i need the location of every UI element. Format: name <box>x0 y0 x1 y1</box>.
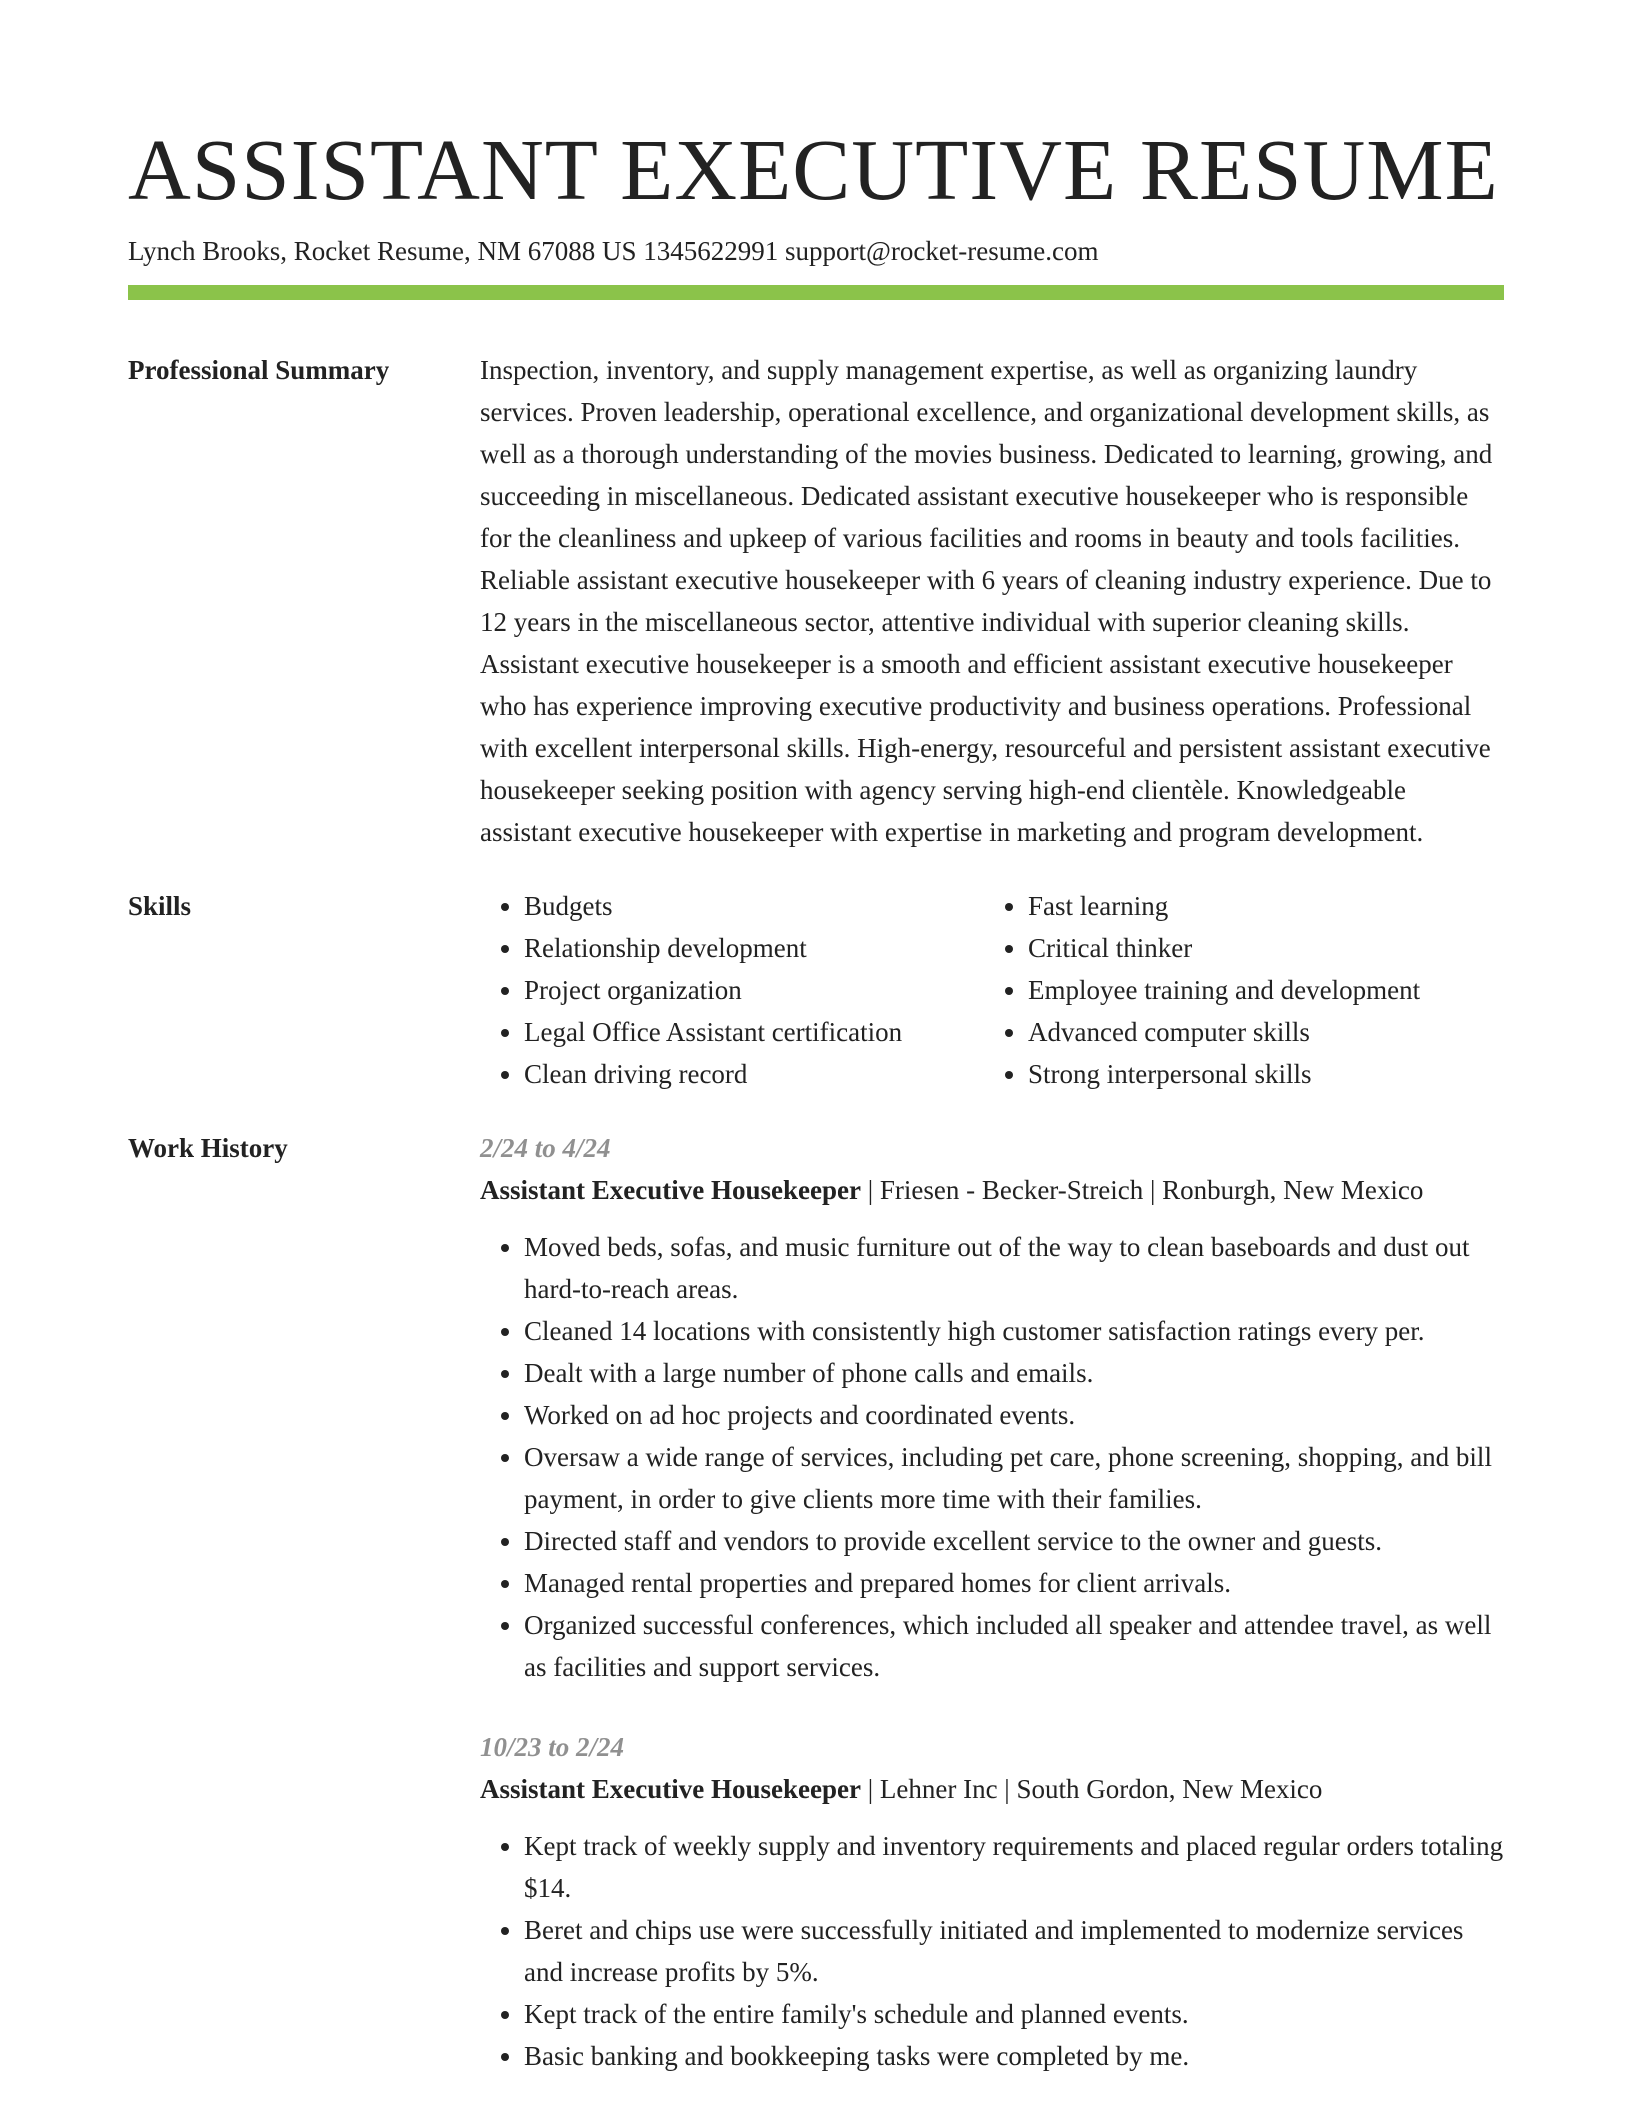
job-date: 2/24 to 4/24 <box>480 1133 611 1163</box>
job-duty: • Managed rental properties and prepared homes for client arrivals. <box>524 1562 1504 1604</box>
job-entry <box>480 1127 1504 1688</box>
contact-line: Lynch Brooks, Rocket Resume, NM 67088 US 1345622991 support@rocket-resume.com <box>128 236 1099 266</box>
job-duty: • Organized successful conferences, which included all speaker and attendee travel, as well as facilities and support services. <box>524 1604 1504 1688</box>
job-duty: • Cleaned 14 locations with consistently high customer satisfaction ratings every per. <box>524 1310 1504 1352</box>
job-title: Assistant Executive Housekeeper <box>480 1774 861 1804</box>
work-history-section <box>128 1127 1504 2077</box>
section-heading-summary: Professional Summary <box>128 355 390 385</box>
job-employer-location: | Friesen - Becker-Streich | Ronburgh, New Mexico <box>860 1175 1424 1205</box>
skills-list-right <box>984 885 1528 1095</box>
job-duty: • Moved beds, sofas, and music furniture out of the way to clean baseboards and dust out hard-to-reach areas. <box>524 1226 1504 1310</box>
skill-item: • Strong interpersonal skills <box>1028 1053 1528 1095</box>
skills-section <box>128 885 1504 1095</box>
skill-item: • Relationship development <box>524 927 984 969</box>
job-heading <box>480 1768 1504 1810</box>
resume-page <box>128 118 1504 2077</box>
skill-item: • Clean driving record <box>524 1053 984 1095</box>
work-history-body <box>480 1127 1504 2077</box>
job-entry <box>480 1726 1504 2077</box>
job-duty: • Kept track of weekly supply and inventory requirements and placed regular orders totaling $14. <box>524 1825 1504 1909</box>
job-employer-location: | Lehner Inc | South Gordon, New Mexico <box>860 1774 1323 1804</box>
job-duty: • Dealt with a large number of phone calls and emails. <box>524 1352 1504 1394</box>
skill-item: • Legal Office Assistant certification <box>524 1011 984 1053</box>
job-date: 10/23 to 2/24 <box>480 1732 625 1762</box>
job-duty: • Basic banking and bookkeeping tasks were completed by me. <box>524 2035 1504 2077</box>
skill-item: • Employee training and development <box>1028 969 1528 1011</box>
resume-title: ASSISTANT EXECUTIVE RESUME <box>128 121 1499 218</box>
job-duty: • Oversaw a wide range of services, including pet care, phone screening, shopping, and bill payment, in order to give clients more time with their families. <box>524 1436 1504 1520</box>
skill-item: • Project organization <box>524 969 984 1011</box>
section-heading-skills: Skills <box>128 891 192 921</box>
skill-item: • Critical thinker <box>1028 927 1528 969</box>
skills-list-left <box>480 885 984 1095</box>
accent-divider <box>128 285 1504 300</box>
skill-item: • Budgets <box>524 885 984 927</box>
job-heading <box>480 1169 1504 1211</box>
job-duty: • Beret and chips use were successfully initiated and implemented to modernize services and increase profits by 5%. <box>524 1909 1504 1993</box>
section-heading-work: Work History <box>128 1133 288 1163</box>
summary-text: Inspection, inventory, and supply management expertise, as well as organizing laundry services. Proven leadership, operational excellence, and organizational development skills, as well as a thorough understanding of the movies business. Dedicated to learning, growing, and succeeding in miscellaneous. Dedicated assistant executive housekeeper who is responsible for the cleanliness and upkeep of various facilities and rooms in beauty and tools facilities. Reliable assistant executive housekeeper with 6 years of cleaning industry experience. Due to 12 years in the miscellaneous sector, attentive individual with superior cleaning skills. Assistant executive housekeeper is a smooth and efficient assistant executive housekeeper who has experience improving executive productivity and business operations. Professional with excellent interpersonal skills. High-energy, resourceful and persistent assistant executive housekeeper seeking position with agency serving high-end clientèle. Knowledgeable assistant executive housekeeper with expertise in marketing and program development. <box>480 355 1493 847</box>
skills-grid <box>480 885 1528 1095</box>
job-duties-list <box>480 1226 1504 1688</box>
job-duty: • Directed staff and vendors to provide excellent service to the owner and guests. <box>524 1520 1504 1562</box>
job-duty: • Worked on ad hoc projects and coordinated events. <box>524 1394 1504 1436</box>
job-duties-list <box>480 1825 1504 2077</box>
skill-item: • Fast learning <box>1028 885 1528 927</box>
professional-summary-section <box>128 349 1504 853</box>
job-duty: • Kept track of the entire family's schedule and planned events. <box>524 1993 1504 2035</box>
skill-item: • Advanced computer skills <box>1028 1011 1528 1053</box>
job-title: Assistant Executive Housekeeper <box>480 1175 861 1205</box>
